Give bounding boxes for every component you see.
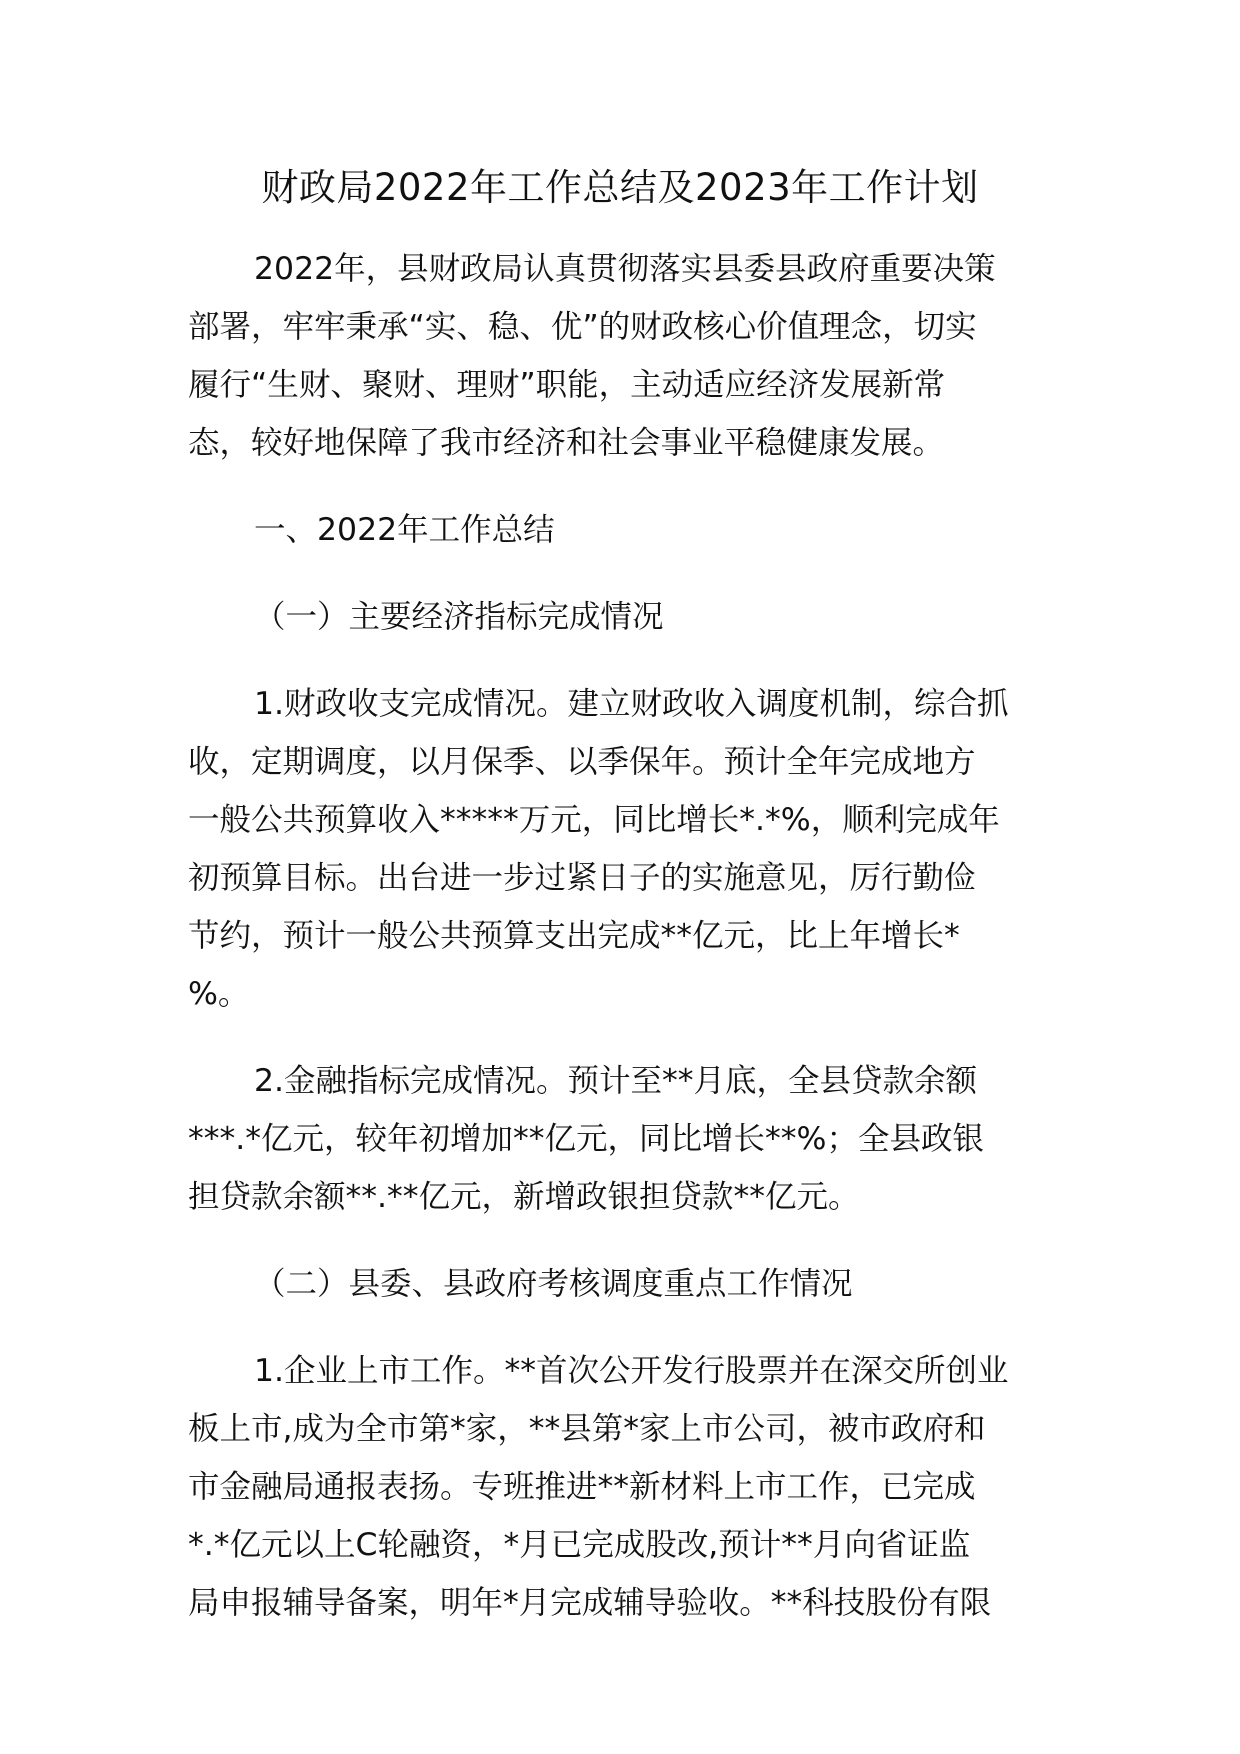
text-line: ***.*亿元，较年初增加**亿元，同比增长**%；全县政银 — [188, 1121, 984, 1157]
subsection-heading: （一）主要经济指标完成情况 — [254, 599, 664, 635]
text-line: 2022年，县财政局认真贯彻落实县委县政府重要决策 — [254, 251, 996, 287]
document-title: 财政局2022年工作总结及2023年工作计划 — [261, 166, 979, 209]
item-paragraph — [188, 675, 1048, 1023]
text-line: 1.财政收支完成情况。建立财政收入调度机制，综合抓 — [254, 686, 1009, 722]
text-line: %。 — [188, 976, 250, 1012]
text-line: 节约，预计一般公共预算支出完成**亿元，比上年增长* — [188, 918, 960, 954]
text-line: *.*亿元以上C轮融资，*月已完成股改,预计**月向省证监 — [188, 1527, 971, 1563]
text-line: 一般公共预算收入*****万元，同比增长*.*%，顺利完成年 — [188, 802, 1000, 838]
text-line: 态，较好地保障了我市经济和社会事业平稳健康发展。 — [188, 425, 945, 461]
text-line: 1.企业上市工作。**首次公开发行股票并在深交所创业 — [254, 1353, 1009, 1389]
text-line: 担贷款余额**.**亿元，新增政银担贷款**亿元。 — [188, 1179, 860, 1215]
text-line: 履行“生财、聚财、理财”职能，主动适应经济发展新常 — [188, 367, 946, 403]
text-line: 部署，牢牢秉承“实、稳、优”的财政核心价值理念，切实 — [188, 309, 977, 345]
intro-paragraph — [188, 240, 1048, 472]
text-line: 市金融局通报表扬。专班推进**新材料上市工作，已完成 — [188, 1469, 976, 1505]
section-heading: 一、2022年工作总结 — [254, 512, 555, 548]
text-line: 初预算目标。出台进一步过紧日子的实施意见，厉行勤俭 — [188, 860, 976, 896]
text-line: 板上市,成为全市第*家，**县第*家上市公司，被市政府和 — [188, 1411, 986, 1447]
document-body — [188, 240, 1048, 1661]
item-paragraph — [188, 1052, 1048, 1226]
text-line: 收，定期调度，以月保季、以季保年。预计全年完成地方 — [188, 744, 976, 780]
text-line: 2.金融指标完成情况。预计至**月底，全县贷款余额 — [254, 1063, 978, 1099]
item-paragraph — [188, 1342, 1048, 1632]
subsection-heading: （二）县委、县政府考核调度重点工作情况 — [254, 1266, 853, 1302]
text-line: 局申报辅导备案，明年*月完成辅导验收。**科技股份有限 — [188, 1585, 992, 1621]
